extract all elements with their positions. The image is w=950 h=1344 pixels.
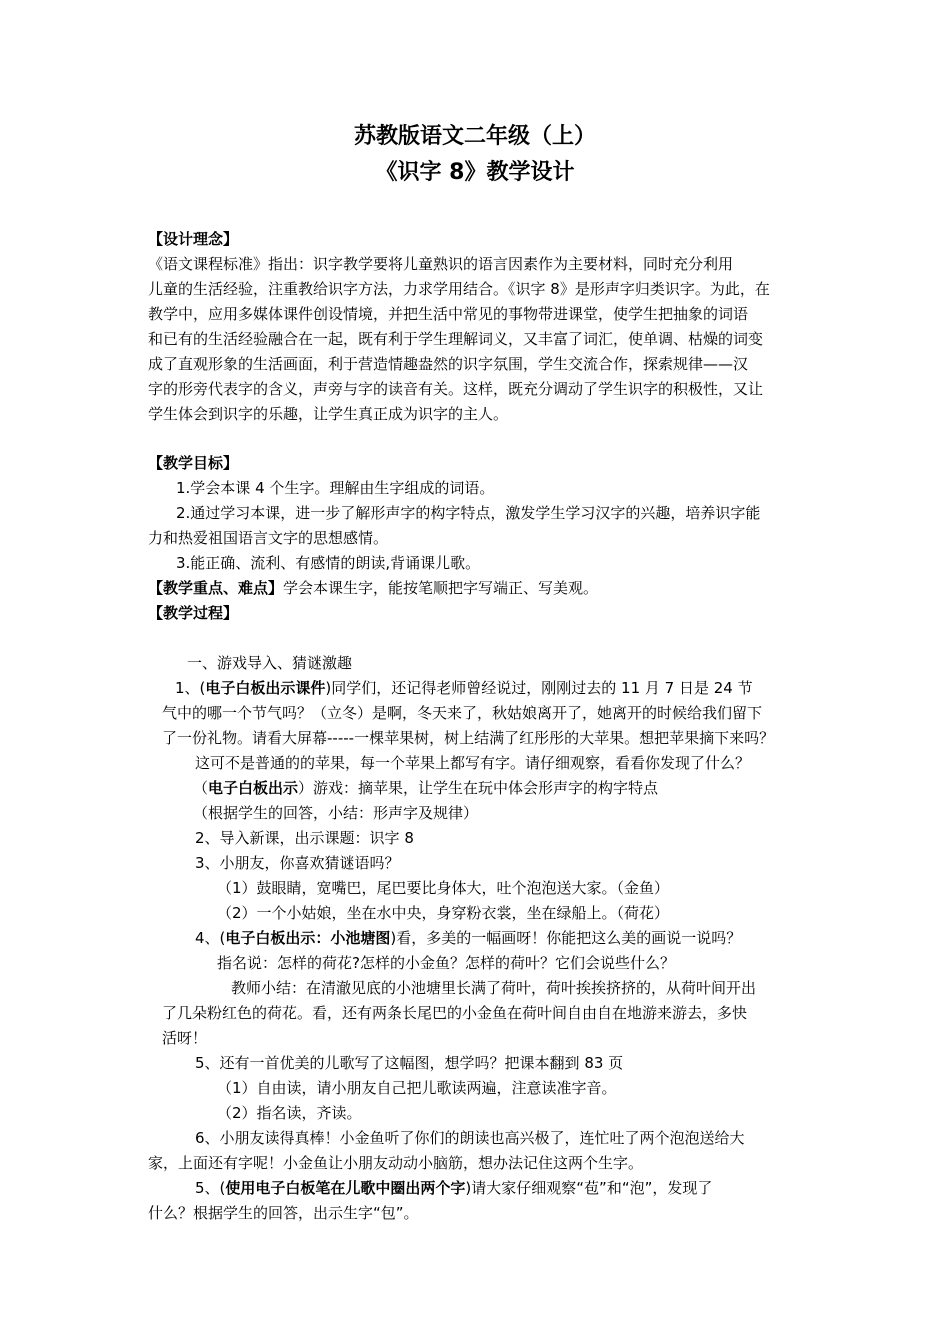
- text-line: [195, 851, 400, 876]
- bold-text: 电子白板出示课件: [205, 679, 326, 697]
- text-span: 字的形旁代表字的含义，声旁与字的读音有关。这样，既充分调动了学生识字的积极性，又让: [148, 380, 764, 398]
- text-line: [162, 726, 774, 751]
- text-span: )看，多美的一幅画呀！你能把这么美的画说一说吗？: [390, 929, 742, 947]
- text-line: [148, 451, 238, 476]
- text-span: 指名说：怎样的荷花?怎样的小金鱼？怎样的荷叶？它们会说些什么？: [217, 954, 675, 972]
- text-span: 什么？根据学生的回答，出示生字“包”。: [148, 1204, 419, 1222]
- text-line: [148, 302, 748, 327]
- text-span: 力和热爱祖国语言文字的思想感情。: [148, 529, 389, 547]
- text-line: [176, 551, 480, 576]
- text-span: 教师小结：在清澈见底的小池塘里长满了荷叶，荷叶挨挨挤挤的，从荷叶间开出: [231, 979, 757, 997]
- text-line: [148, 252, 733, 277]
- text-span: 2.通过学习本课，进一步了解形声字的构字特点，激发学生学习汉字的兴趣，培养识字能: [176, 504, 761, 522]
- text-span: 这可不是普通的的苹果，每一个苹果上都写有字。请仔细观察，看看你发现了什么？: [195, 754, 751, 772]
- text-span: 儿童的生活经验，注重教给识字方法，力求学用结合。《识字 8》是形声字归类识字。为此，在: [148, 280, 770, 298]
- bold-text: 电子白板出示：小池塘图: [225, 929, 391, 947]
- text-line: [148, 601, 238, 626]
- text-line: [162, 1001, 747, 1026]
- text-line: [195, 826, 414, 851]
- text-line: [193, 776, 658, 801]
- text-line: [195, 1176, 712, 1201]
- text-span: 5、(: [195, 1179, 226, 1197]
- text-span: 学会本课生字，能按笔顺把字写端正、写美观。: [283, 579, 599, 597]
- text-line: [148, 352, 748, 377]
- text-span: （根据学生的回答，小结：形声字及规律）: [193, 804, 479, 822]
- text-span: )请大家仔细观察“苞”和“泡”，发现了: [465, 1179, 713, 1197]
- text-span: 5、还有一首优美的儿歌写了这幅图，想学吗？把课本翻到 83 页: [195, 1054, 624, 1072]
- text-line: [217, 901, 669, 926]
- text-line: [162, 1026, 207, 1051]
- text-span: 成了直观形象的生活画面，利于营造情趣盎然的识字氛围，学生交流合作，探索规律——汉: [148, 355, 749, 373]
- text-line: [217, 1101, 362, 1126]
- text-span: 了一份礼物。请看大屏幕-----一棵苹果树，树上结满了红彤彤的大苹果。想把苹果摘下来吗？: [162, 729, 775, 747]
- text-span: 学生体会到识字的乐趣，让学生真正成为识字的主人。: [148, 405, 509, 423]
- text-span: 一、游戏导入、猜谜激趣: [187, 654, 353, 672]
- text-line: [231, 976, 756, 1001]
- text-span: 2、导入新课，出示课题：识字 8: [195, 829, 414, 847]
- text-span: （2）指名读，齐读。: [217, 1104, 362, 1122]
- text-span: 3、小朋友，你喜欢猜谜语吗？: [195, 854, 400, 872]
- text-line: [176, 476, 494, 501]
- text-line: [148, 402, 508, 427]
- text-line: [175, 676, 753, 701]
- text-line: [195, 1126, 745, 1151]
- bold-text: 使用电子白板笔在儿歌中圈出两个字: [225, 1179, 466, 1197]
- text-span: 家，上面还有字呢！小金鱼让小朋友动动小脑筋，想办法记住这两个生字。: [148, 1154, 644, 1172]
- text-line: [176, 501, 760, 526]
- document-title-line2: 《识字 8》教学设计: [375, 160, 575, 185]
- text-line: [148, 526, 388, 551]
- text-line: [193, 801, 478, 826]
- text-line: [217, 951, 675, 976]
- text-line: [148, 576, 598, 601]
- text-line: [187, 651, 352, 676]
- text-line: [162, 701, 762, 726]
- document-title-line1: 苏教版语文二年级（上）: [353, 124, 596, 149]
- text-line: [148, 1201, 419, 1226]
- text-span: 教学中，应用多媒体课件创设情境，并把生活中常见的事物带进课堂，使学生把抽象的词语: [148, 305, 749, 323]
- text-span: ）游戏：摘苹果，让学生在玩中体会形声字的构字特点: [298, 779, 659, 797]
- text-line: [148, 277, 770, 302]
- text-line: [148, 327, 763, 352]
- text-span: （1）鼓眼睛，宽嘴巴，尾巴要比身体大，吐个泡泡送大家。（金鱼）: [217, 879, 670, 897]
- text-span: （2）一个小姑娘，坐在水中央，身穿粉衣裳，坐在绿船上。（荷花）: [217, 904, 670, 922]
- bold-text: 【教学目标】: [148, 454, 239, 472]
- text-line: [195, 926, 741, 951]
- text-span: 活呀！: [162, 1029, 208, 1047]
- text-span: 4、(: [195, 929, 226, 947]
- text-span: （: [193, 779, 209, 797]
- bold-text: 电子白板出示: [208, 779, 299, 797]
- text-span: 6、小朋友读得真棒！小金鱼听了你们的朗读也高兴极了，连忙吐了两个泡泡送给大: [195, 1129, 745, 1147]
- text-line: [195, 1051, 623, 1076]
- text-span: 了几朵粉红色的荷花。看，还有两条长尾巴的小金鱼在荷叶间自由自在地游来游去，多快: [162, 1004, 748, 1022]
- text-span: （1）自由读，请小朋友自己把儿歌读两遍，注意读准字音。: [217, 1079, 617, 1097]
- text-line: [195, 751, 750, 776]
- text-span: )同学们，还记得老师曾经说过，刚刚过去的 11 月 7 日是 24 节: [325, 679, 753, 697]
- text-span: 和已有的生活经验融合在一起，既有利于学生理解词义，又丰富了词汇，使单调、枯燥的词变: [148, 330, 764, 348]
- text-line: [148, 227, 238, 252]
- bold-text: 【设计理念】: [148, 230, 239, 248]
- text-line: [217, 876, 669, 901]
- text-span: 3.能正确、流利、有感情的朗读,背诵课儿歌。: [176, 554, 481, 572]
- text-line: [148, 377, 763, 402]
- text-span: 1.学会本课 4 个生字。理解由生字组成的词语。: [176, 479, 495, 497]
- text-line: [217, 1076, 617, 1101]
- bold-text: 【教学过程】: [148, 604, 239, 622]
- text-line: [148, 1151, 643, 1176]
- bold-text: 【教学重点、难点】: [148, 579, 284, 597]
- text-span: 气中的哪一个节气吗？（立冬）是啊，冬天来了，秋姑娘离开了，她离开的时候给我们留下: [162, 704, 763, 722]
- text-span: 1、(: [175, 679, 206, 697]
- text-span: 《语文课程标准》指出：识字教学要将儿童熟识的语言因素作为主要材料，同时充分利用: [148, 255, 734, 273]
